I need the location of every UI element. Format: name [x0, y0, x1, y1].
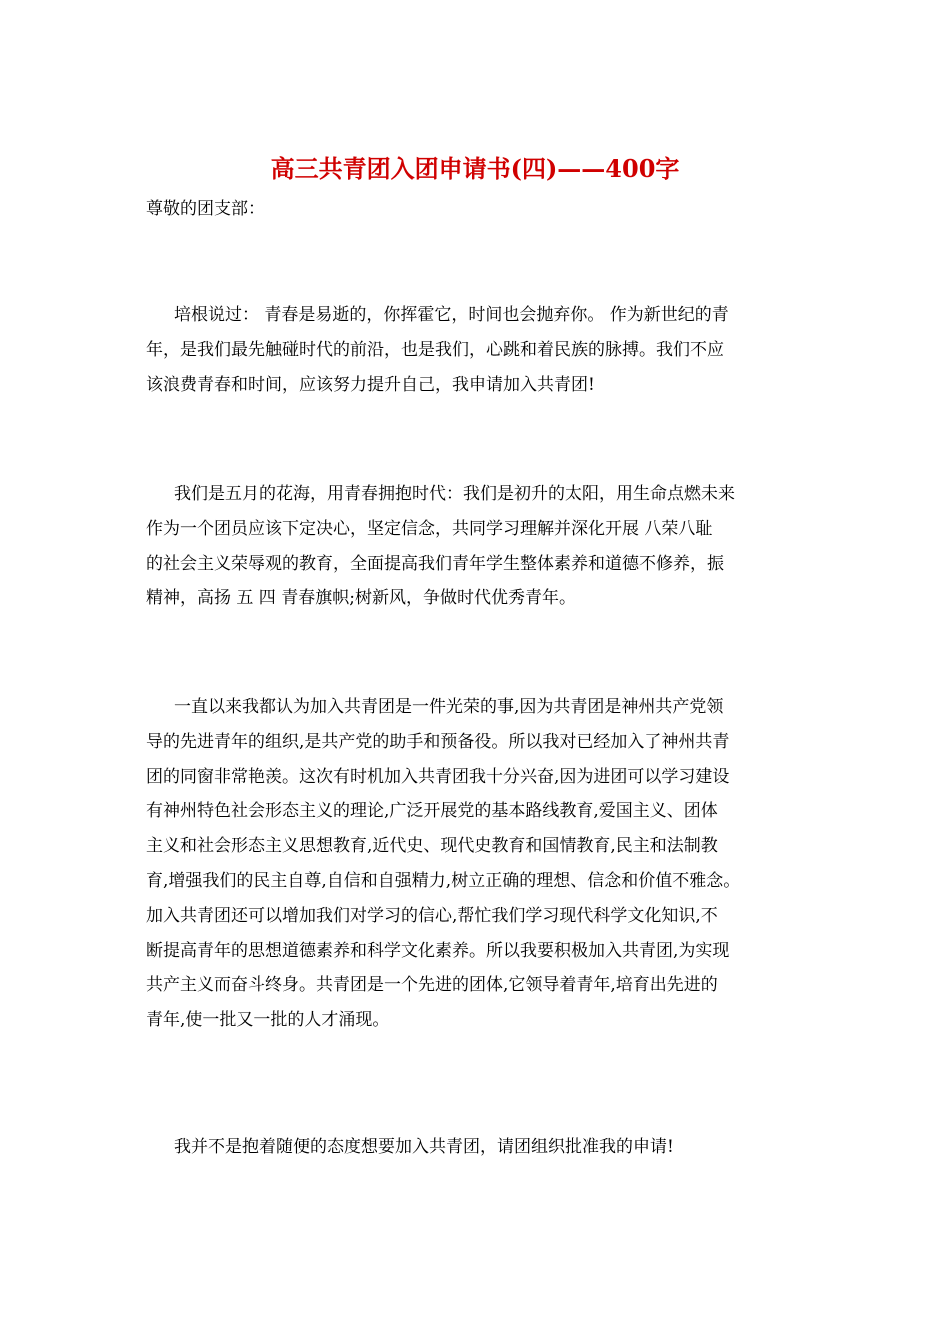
paragraph-line: 有神州特色社会形态主义的理论,广泛开展党的基本路线教育,爱国主义、团体 — [146, 801, 718, 822]
paragraph-line: 培根说过： 青春是易逝的，你挥霍它，时间也会抛弃你。 作为新世纪的青 — [174, 305, 729, 325]
paragraph-line: 作为一个团员应该下定决心，坚定信念，共同学习理解并深化开展 八荣八耻 — [146, 518, 713, 539]
paragraph-line: 的社会主义荣辱观的教育，全面提高我们青年学生整体素养和道德不修养，振 — [146, 553, 724, 574]
paragraph-line: 我并不是抱着随便的态度想要加入共青团，请团组织批准我的申请! — [174, 1137, 674, 1157]
paragraph-line: 主义和社会形态主义思想教育,近代史、现代史教育和国情教育,民主和法制教 — [146, 836, 718, 857]
paragraph-3 — [146, 690, 826, 1038]
paragraph-line: 断提高青年的思想道德素养和科学文化素养。所以我要积极加入共青团,为实现 — [146, 940, 730, 961]
paragraph-4 — [146, 1130, 826, 1165]
paragraph-line: 我们是五月的花海，用青春拥抱时代：我们是初升的太阳，用生命点燃未来 — [174, 484, 735, 504]
paragraph-2 — [146, 477, 826, 616]
paragraph-line: 年，是我们最先触碰时代的前沿，也是我们，心跳和着民族的脉搏。我们不应 — [146, 339, 724, 360]
paragraph-line: 加入共青团还可以增加我们对学习的信心,帮忙我们学习现代科学文化知识,不 — [146, 905, 718, 926]
salutation: 尊敬的团支部： — [146, 199, 265, 219]
paragraph-1 — [146, 298, 826, 402]
paragraph-line: 导的先进青年的组织,是共产党的助手和预备役。所以我对已经加入了神州共青 — [146, 731, 730, 752]
document-title: 高三共青团入团申请书(四)——400字 — [270, 154, 680, 183]
paragraph-line: 育,增强我们的民主自尊,自信和自强精力,树立正确的理想、信念和价值不雅念。 — [146, 870, 741, 891]
paragraph-line: 共产主义而奋斗终身。共青团是一个先进的团体,它领导着青年,培育出先进的 — [146, 975, 718, 996]
paragraph-line: 青年,使一批又一批的人才涌现。 — [146, 1010, 390, 1031]
paragraph-line: 一直以来我都认为加入共青团是一件光荣的事,因为共青团是神州共产党领 — [174, 697, 724, 717]
paragraph-line: 该浪费青春和时间，应该努力提升自己，我申请加入共青团! — [146, 374, 595, 395]
paragraph-line: 团的同窗非常艳羡。这次有时机加入共青团我十分兴奋,因为进团可以学习建设 — [146, 766, 730, 787]
paragraph-line: 精神，高扬 五 四 青春旗帜;树新风，争做时代优秀青年。 — [146, 588, 576, 609]
